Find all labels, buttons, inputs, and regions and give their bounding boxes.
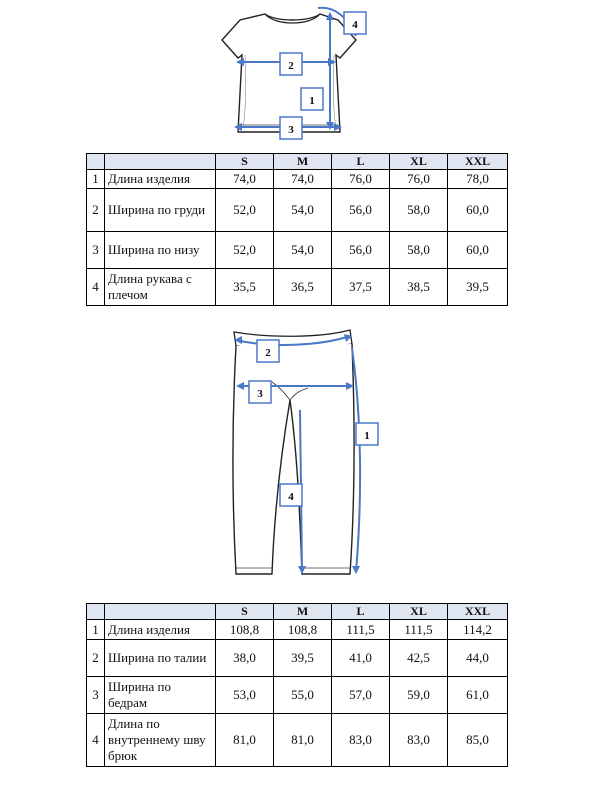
cell-value: 85,0 — [448, 714, 508, 767]
cell-value: 74,0 — [274, 170, 332, 189]
cell-value: 83,0 — [390, 714, 448, 767]
tshirt-diagram — [0, 0, 600, 150]
tshirt-label-4 — [344, 12, 366, 34]
cell-value: 53,0 — [216, 677, 274, 714]
cell-value: 76,0 — [332, 170, 390, 189]
header-size: XXL — [448, 604, 508, 620]
row-index: 1 — [87, 620, 105, 640]
cell-value: 39,5 — [448, 269, 508, 306]
cell-value: 81,0 — [274, 714, 332, 767]
row-label: Ширина по груди — [105, 189, 216, 232]
cell-value: 52,0 — [216, 189, 274, 232]
table-row — [87, 677, 508, 714]
cell-value: 56,0 — [332, 189, 390, 232]
cell-value: 78,0 — [448, 170, 508, 189]
cell-value: 35,5 — [216, 269, 274, 306]
pants-label-1 — [356, 423, 378, 445]
cell-value: 56,0 — [332, 232, 390, 269]
header-size: XL — [390, 154, 448, 170]
svg-text:1: 1 — [364, 430, 370, 442]
tshirt-label-2 — [280, 53, 302, 75]
table-row — [87, 170, 508, 189]
header-blank — [105, 154, 216, 170]
row-index: 3 — [87, 677, 105, 714]
header-blank — [87, 154, 105, 170]
cell-value: 83,0 — [332, 714, 390, 767]
header-blank — [105, 604, 216, 620]
cell-value: 58,0 — [390, 189, 448, 232]
svg-text:1: 1 — [309, 95, 315, 107]
pants-label-2 — [257, 340, 279, 362]
cell-value: 111,5 — [332, 620, 390, 640]
header-size: XXL — [448, 154, 508, 170]
cell-value: 44,0 — [448, 640, 508, 677]
cell-value: 58,0 — [390, 232, 448, 269]
header-size: M — [274, 604, 332, 620]
cell-value: 36,5 — [274, 269, 332, 306]
table-row — [87, 189, 508, 232]
table-header-row — [87, 154, 508, 170]
cell-value: 60,0 — [448, 189, 508, 232]
cell-value: 61,0 — [448, 677, 508, 714]
cell-value: 39,5 — [274, 640, 332, 677]
cell-value: 108,8 — [274, 620, 332, 640]
header-size: M — [274, 154, 332, 170]
header-size: L — [332, 154, 390, 170]
header-size: S — [216, 604, 274, 620]
header-size: S — [216, 154, 274, 170]
table-row — [87, 640, 508, 677]
svg-text:3: 3 — [288, 124, 294, 136]
row-index: 3 — [87, 232, 105, 269]
cell-value: 114,2 — [448, 620, 508, 640]
row-label: Ширина по талии — [105, 640, 216, 677]
cell-value: 38,5 — [390, 269, 448, 306]
pants-size-table — [86, 603, 508, 767]
header-blank — [87, 604, 105, 620]
pants-label-4 — [280, 484, 302, 506]
svg-text:4: 4 — [352, 19, 358, 31]
cell-value: 74,0 — [216, 170, 274, 189]
cell-value: 55,0 — [274, 677, 332, 714]
row-label: Длина рукава с плечом — [105, 269, 216, 306]
cell-value: 111,5 — [390, 620, 448, 640]
cell-value: 37,5 — [332, 269, 390, 306]
cell-value: 76,0 — [390, 170, 448, 189]
cell-value: 57,0 — [332, 677, 390, 714]
row-label: Длина по внутреннему шву брюк — [105, 714, 216, 767]
cell-value: 60,0 — [448, 232, 508, 269]
cell-value: 38,0 — [216, 640, 274, 677]
row-index: 2 — [87, 189, 105, 232]
table-row — [87, 714, 508, 767]
row-index: 1 — [87, 170, 105, 189]
table-row — [87, 269, 508, 306]
row-index: 4 — [87, 714, 105, 767]
cell-value: 59,0 — [390, 677, 448, 714]
svg-text:2: 2 — [288, 60, 294, 72]
cell-value: 52,0 — [216, 232, 274, 269]
tshirt-label-3 — [280, 117, 302, 139]
cell-value: 54,0 — [274, 232, 332, 269]
cell-value: 81,0 — [216, 714, 274, 767]
cell-value: 54,0 — [274, 189, 332, 232]
row-label: Длина изделия — [105, 620, 216, 640]
cell-value: 41,0 — [332, 640, 390, 677]
table-row — [87, 620, 508, 640]
pants-diagram — [0, 320, 600, 590]
tshirt-size-table — [86, 153, 508, 306]
row-label: Ширина по низу — [105, 232, 216, 269]
svg-text:4: 4 — [288, 491, 294, 503]
table-row — [87, 232, 508, 269]
pants-label-3 — [249, 381, 271, 403]
pants-outline — [233, 344, 354, 574]
svg-text:3: 3 — [257, 388, 263, 400]
header-size: XL — [390, 604, 448, 620]
cell-value: 42,5 — [390, 640, 448, 677]
row-index: 2 — [87, 640, 105, 677]
row-label: Длина изделия — [105, 170, 216, 189]
header-size: L — [332, 604, 390, 620]
row-label: Ширина по бедрам — [105, 677, 216, 714]
svg-text:2: 2 — [265, 347, 271, 359]
cell-value: 108,8 — [216, 620, 274, 640]
table-header-row — [87, 604, 508, 620]
tshirt-label-1 — [301, 88, 323, 110]
row-index: 4 — [87, 269, 105, 306]
